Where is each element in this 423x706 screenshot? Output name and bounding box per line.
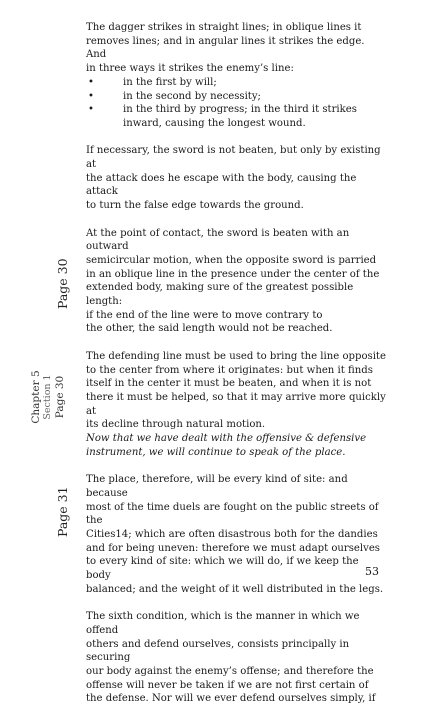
- text-line: most of the time duels are fought on the public streets of the: [86, 501, 379, 527]
- text-line: and for being uneven: therefore we must adapt ourselves: [86, 542, 380, 554]
- section-label: Section 1: [42, 374, 53, 420]
- text-line: The defending line must be used to bring the line opposite: [86, 350, 386, 362]
- text-line: If necessary, the sword is not beaten, but only by existing at: [86, 145, 381, 171]
- bullet-item: [86, 76, 386, 90]
- text-line: in an oblique line in the presence under the center of the: [86, 268, 380, 280]
- text-line: balanced; and the weight of it well distributed in the legs.: [86, 583, 384, 595]
- paragraph-3: [86, 227, 386, 337]
- paragraph-5: [86, 473, 386, 596]
- text-line: At the point of contact, the sword is beaten with an outward: [86, 227, 350, 253]
- paragraph-2: [86, 144, 386, 213]
- page-number: 53: [365, 565, 379, 578]
- bullet-marker: •: [88, 90, 94, 102]
- text-line: to the center from where it originates: but when it finds: [86, 364, 373, 376]
- text-line: there it must be helped, so that it may arrive more quickly at: [86, 391, 386, 417]
- text-line: the attack does he escape with the body, causing the attack: [86, 172, 357, 198]
- text-line: to turn the false edge towards the ground.: [86, 200, 304, 212]
- paragraph-6: [86, 610, 386, 706]
- bullet-text-continuation: inward, causing the longest wound.: [123, 117, 306, 129]
- margin-page-ref-31: Page 31: [55, 486, 70, 537]
- paragraph-1: [86, 21, 386, 76]
- text-line: itself in the center it must be beaten, and when it is not: [86, 378, 372, 390]
- margin-page-ref-30: Page 30: [55, 258, 70, 309]
- text-line: Now that we have dealt with the offensive & defensive: [86, 433, 367, 445]
- bullet-marker: •: [88, 104, 94, 116]
- text-line: semicircular motion, when the opposite sword is parried: [86, 254, 377, 266]
- text-line: instrument, we will continue to speak of the place.: [86, 446, 346, 458]
- bullet-text: in the third by progress; in the third it strikes: [123, 104, 357, 116]
- text-line: extended body, making sure of the greatest possible length:: [86, 282, 354, 308]
- text-line: to every kind of site: which we will do, if we keep the body: [86, 556, 359, 582]
- text-line: the defense. Nor will we ever defend ourselves simply, if: [86, 693, 376, 705]
- chapter-page-label: Page 30: [54, 375, 66, 419]
- chapter-label: Chapter 5: [30, 370, 42, 424]
- text-line: if the end of the line were to move contrary to: [86, 309, 323, 321]
- bullet-item: [86, 103, 386, 130]
- text-line: The dagger strikes in straight lines; in oblique lines it: [86, 22, 362, 33]
- paragraph-4: [86, 350, 386, 432]
- bullet-text: in the second by necessity;: [123, 90, 261, 102]
- italic-transition: [86, 432, 386, 459]
- text-line: in three ways it strikes the enemy’s line:: [86, 63, 294, 75]
- body-text: [86, 21, 386, 706]
- text-line: our body against the enemy’s offense; and therefore the: [86, 665, 374, 677]
- text-line: others and defend ourselves, consists principally in securing: [86, 638, 350, 664]
- text-line: The place, therefore, will be every kind of site: and because: [86, 474, 348, 499]
- text-line: offense will never be taken if we are not first certain of: [86, 679, 369, 691]
- bullet-marker: •: [88, 76, 94, 88]
- text-line: the other, the said length would not be reached.: [86, 323, 333, 335]
- bullet-item: [86, 90, 386, 104]
- margin-chapter-ref: [30, 357, 66, 437]
- text-line: Cities14; which are often disastrous both for the dandies: [86, 528, 378, 540]
- text-line: removes lines; and in angular lines it strikes the edge. And: [86, 35, 365, 61]
- text-line: The sixth condition, which is the manner in which we offend: [86, 611, 360, 636]
- text-line: its decline through natural motion.: [86, 419, 266, 431]
- bullet-text: in the first by will;: [123, 76, 217, 88]
